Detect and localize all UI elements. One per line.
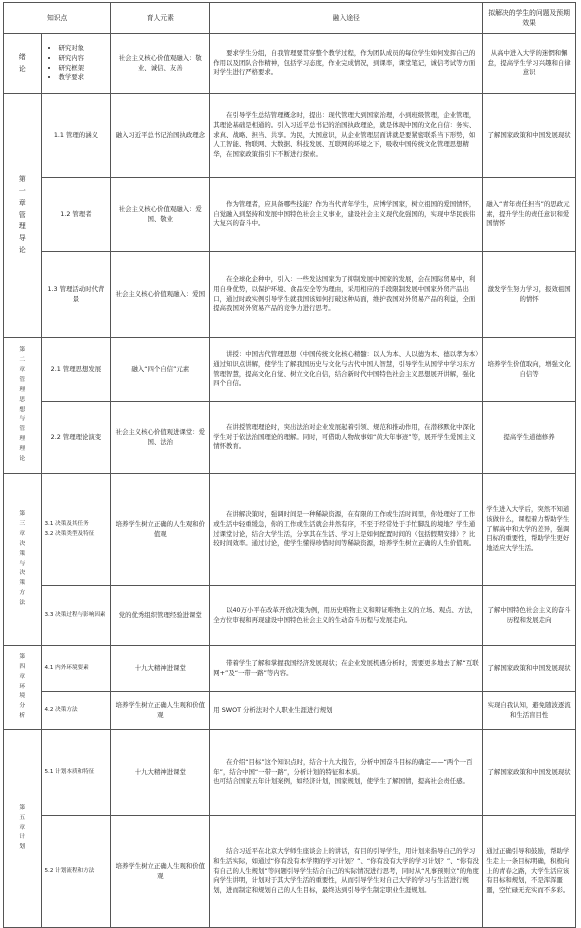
topic-cell: 4.2 决策方法: [41, 692, 111, 730]
header-effect: 拟解决的学生的问题及预期效果: [483, 3, 576, 34]
effect-cell: 融入“青年责任担当”的思政元素，提升学生的责任意识和爱国情怀: [483, 178, 576, 252]
elements-cell: 培养学生树立正确人生观和价值观: [111, 692, 210, 730]
effect-cell: 提高学生道德修养: [483, 402, 576, 474]
list-item: • 研究框架: [59, 64, 108, 74]
route-cell: 在讲授管理理论时，突出法治对企业发展起着引领、规范和推动作用，在潜移默化中深化学生对于依法治国理论的理解。同时，可借助人物故事如“黄大年事迹”等，展开学生爱国主义情怀教育。: [210, 402, 483, 474]
route-cell: 要求学生分组，自我管理要贯穿整个教学过程，作为团队成员的每位学生如何发挥自己的作用以及团队合作精神，包括学习态度，作业完成情况，到课率，课堂笔记，诚信考试等方面对学生进行严格要求。: [210, 34, 483, 94]
elements-cell: 培养学生树立正确人生观和价值观: [111, 816, 210, 928]
topic-intro: [41, 34, 111, 94]
list-item: • 研究对象: [59, 44, 108, 54]
route-cell: 在全球化企种中，引入：一些发达国家为了抑制发展中国家的发展，会在国际贸易中，利用自身优势，以保护环境、食品安全等为理由，采用相应的手段限制发展中国家外贸产品出口，通过时政实例引导学生就我国该如何打破这种局面，维护我国对外贸易产品的利益，全面提高我国对外贸易产品的竞争力进行思考。: [210, 252, 483, 338]
topic-cell: 5.2 计划流程和方法: [41, 816, 111, 928]
topic-cell: 1.2 管理者: [41, 178, 111, 252]
topic-cell: 5.1 计划本质和特征: [41, 730, 111, 816]
effect-cell: 了解国家政策和中国发展现状: [483, 646, 576, 692]
header-row: [4, 3, 576, 34]
table-row: [4, 338, 576, 402]
curriculum-table: [3, 2, 576, 928]
route-cell: 在引导学生总结管理概念时，提出：现代管理大到国家治理，小到班级管理，企业管理，其理论基础是相通的。引入习近平总书记的治国执政理论，就是体现中国的文化自信：务实、求真、战略、担当、共享。为民，大国意识，从企业管理层面讲就是要紧密联系当下形势，如人工智能、物联网、大数据、科技发展、互联网的环境之下，吸收中国传统文化管理思想精华，在国家政策指引下不断进行探索。: [210, 94, 483, 178]
chapter-4: 第四章环境分析: [4, 646, 42, 730]
chapter-intro: 绪论: [4, 34, 42, 94]
route-cell: 讲授：中国古代管理思想（中国传统文化核心精髓：以人为本、人以德为本、德以孝为本）通过知识点讲解，使学生了解我国历史与文化与古代中国人智慧，引导学生从国学中学习东方管理智慧，提高文化自觉、树立文化自信，结合新时代中国特色社会主义思想展开讲解，强化四个自信。: [210, 338, 483, 402]
elements-cell: 社会主义核心价值观融入：敬业、诚信、友善: [111, 34, 210, 94]
chapter-3: 第三章决策与决策方法: [4, 474, 42, 646]
topic-cell: 3.3 决策过程与影响因素: [41, 586, 111, 646]
route-cell: 在介绍“目标”这个知识点时，结合十九大报告，分析中国奋斗目标的确定——“两个一百年”，结合中国“一带一路”，分析计划的特征和本质。 也可结合国家五年计划案例，如经济计划，国家规划，使学生了解国情，提高社会责任感。: [210, 730, 483, 816]
topic-cell: 1.1 管理的涵义: [41, 94, 111, 178]
route-cell: 结合习近平在北京大学师生座谈会上的讲话，有目的引导学生，用计划来指导自己的学习和生活实际，如通过“你有没有本学期的学习计划？”、“你有没有大学的学习计划？”、“你有没有自己的人生规划”等问题引导学生结合自己的实际情况进行思考，同时从“凡事预则立”的角度向学生讲明，计划对于其大学生活的重要性，从而引导学生对自己大学的学习与生活进行规划，进而制定和规划自己的人生目标，最终达到引导学生制定职业生涯规划。: [210, 816, 483, 928]
table-row: [4, 586, 576, 646]
elements-cell: 社会主义核心价值观融入：爱国: [111, 252, 210, 338]
route-cell: 带着学生了解和掌握我国经济发展现状；在企业发展机遇分析时，需要更多地去了解“互联网+”及“一带一路”等内容。: [210, 646, 483, 692]
effect-cell: 了解国家政策和中国发展现状: [483, 730, 576, 816]
header-knowledge: 知识点: [4, 3, 111, 34]
table-row-intro: [4, 34, 576, 94]
topic-cell: 1.3 管理活动时代背景: [41, 252, 111, 338]
table-row: [4, 816, 576, 928]
effect-cell: 培养学生价值取向，增强文化自信等: [483, 338, 576, 402]
topic-cell: 4.1 内外环境要素: [41, 646, 111, 692]
table-row: [4, 730, 576, 816]
effect-cell: 激发学生努力学习，报效祖国的情怀: [483, 252, 576, 338]
elements-cell: 社会主义核心价值观进课堂：爱国、法治: [111, 402, 210, 474]
table-row: [4, 252, 576, 338]
elements-cell: 融入习近平总书记治国执政理念: [111, 94, 210, 178]
table-row: [4, 474, 576, 586]
header-elements: 育人元素: [111, 3, 210, 34]
table-row: [4, 402, 576, 474]
list-item: • 教学要求: [59, 73, 108, 83]
elements-cell: 融入“四个自信”元素: [111, 338, 210, 402]
elements-cell: 十九大精神进课堂: [111, 730, 210, 816]
topic-cell: 2.2 管理理论演变: [41, 402, 111, 474]
header-route: 融入途径: [210, 3, 483, 34]
chapter-1: 第一章管理导论: [4, 94, 42, 338]
effect-cell: 从高中进入大学的迷惘和懈怠，提高学生学习兴趣和自律意识: [483, 34, 576, 94]
effect-cell: 了解国家政策和中国发展现状: [483, 94, 576, 178]
route-cell: 在讲解决策时，强调时间是一种稀缺资源，在有限的工作或生活时间里，你处理好了工作或生活中轻重缓急，你的工作或生活就会井然有序，不至于经常处于手忙脚乱的境地？学生通过课堂讨论，结合大学生活，分享其在生活、学习上是如何配置时间的（包括假期安排）？比较时间效率。通过讨论，使学生懂得珍惜时间等稀缺资源，培养学生树立正确的人生价值观。: [210, 474, 483, 586]
table-row: [4, 692, 576, 730]
list-item: • 研究内容: [59, 54, 108, 64]
route-cell: 作为管理者，应具备哪些技能？作为当代青年学生，应博学国家，树立祖国的爱国情怀，自觉融入到坚持和发展中国特色社会主义事业，建设社会主义现代化强国的，实现中华民族伟大复兴的奋斗中。: [210, 178, 483, 252]
route-cell: 用 SWOT 分析法对个人职业生涯进行规划: [210, 692, 483, 730]
effect-cell: 学生进入大学后，突然不知道该做什么，课程着力帮助学生了解高中和大学的差异，强调目标的重要性，帮助学生更好地适应大学生活。: [483, 474, 576, 586]
route-cell: 以40万小平在改革开放决策为例，用历史唯物主义和辩证唯物主义的立场、观点、方法，全方位审视和再现建设中国特色社会主义的生动奋斗历程与发展走向。: [210, 586, 483, 646]
topic-cell: 3.1 决策及其任务 3.2 决策类型及特征: [41, 474, 111, 586]
elements-cell: 社会主义核心价值观融入：爱国、敬业: [111, 178, 210, 252]
chapter-5: 第五章计划: [4, 730, 42, 928]
effect-cell: 实现自我认知，避免随波逐流和生活盲目性: [483, 692, 576, 730]
table-row: [4, 94, 576, 178]
chapter-2: 第二章管理思想与管理理论: [4, 338, 42, 474]
effect-cell: 通过正确引导和鼓励，帮助学生走上一条目标明确，积极向上的青春之路，大学生活应该有目标和规划，不是浑浑噩噩，空忙碌无充实而不多彩。: [483, 816, 576, 928]
topic-cell: 2.1 管理思想发展: [41, 338, 111, 402]
table-row: [4, 646, 576, 692]
elements-cell: 党的优秀组织管理经验进课堂: [111, 586, 210, 646]
elements-cell: 培养学生树立正确的人生观和价值观: [111, 474, 210, 586]
effect-cell: 了解中国特色社会主义的奋斗历程和发展走向: [483, 586, 576, 646]
elements-cell: 十九大精神进课堂: [111, 646, 210, 692]
table-row: [4, 178, 576, 252]
